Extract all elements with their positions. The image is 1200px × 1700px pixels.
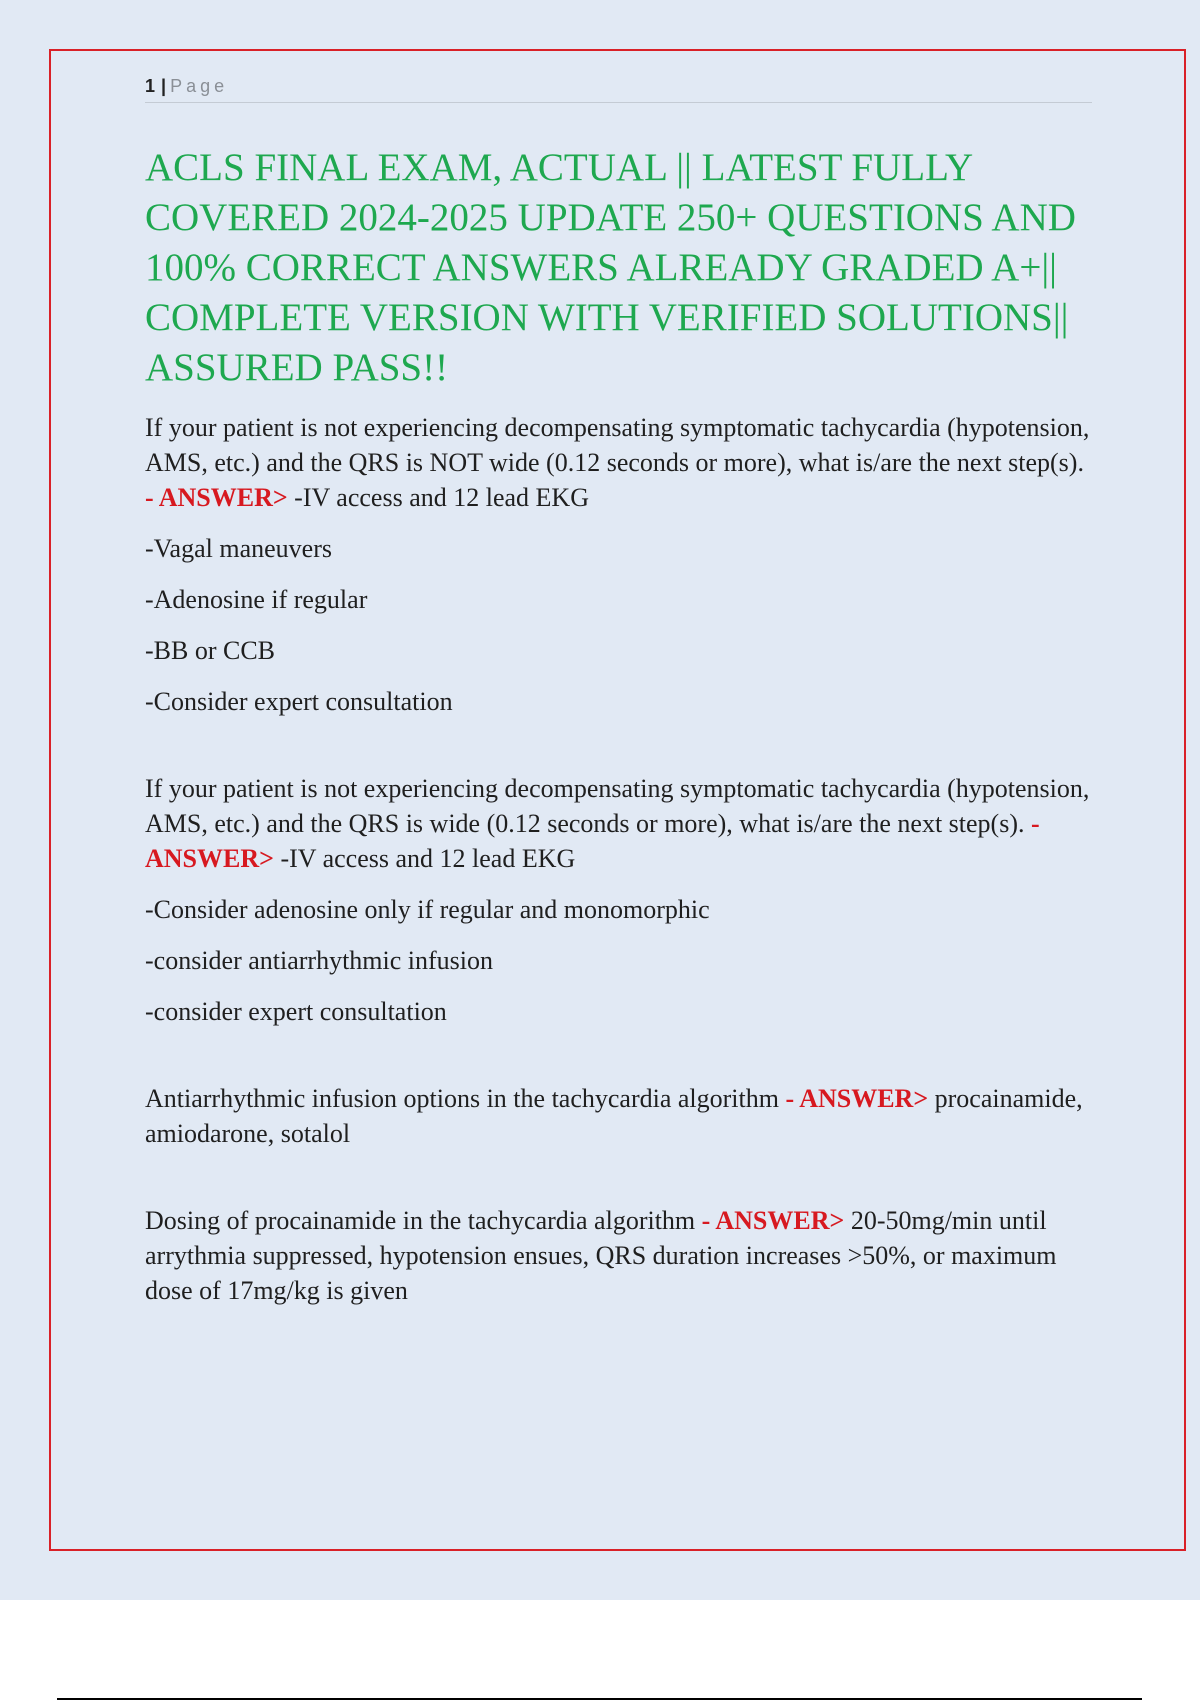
question-text: If your patient is not experiencing decompensating symptomatic tachycardia (hypotension, AMS, etc.) and the QRS is wide (0.12 seconds or more), what is/are the next step(s). [145,774,1090,838]
question-text: Dosing of procainamide in the tachycardia algorithm [145,1206,696,1235]
page-header [145,74,1092,103]
answer-text: procainamide, amiodarone, sotalol [145,1084,1083,1148]
answer-marker: - ANSWER> [701,1206,845,1235]
answer-marker: - ANSWER> [785,1084,929,1113]
answer-text: -IV access and 12 lead EKG [294,483,589,512]
answer-item: -Vagal maneuvers [145,534,332,563]
qa-question-1 [145,410,1090,515]
answer-item: -Adenosine if regular [145,585,368,614]
answer-item: -BB or CCB [145,636,276,665]
answer-item: -consider antiarrhythmic infusion [145,946,494,975]
answer-item: -Consider expert consultation [145,687,453,716]
answer-item: -consider expert consultation [145,997,447,1026]
page-number: 1 [145,76,156,96]
qa-question-4 [145,1203,1090,1308]
answer-text: -IV access and 12 lead EKG [280,844,576,873]
question-text: Antiarrhythmic infusion options in the tachycardia algorithm [145,1084,779,1113]
answer-marker: - ANSWER> [145,809,1040,873]
answer-marker: - ANSWER> [145,483,288,512]
page-separator: | [161,76,167,96]
qa-content [145,410,1090,1308]
qa-question-2 [145,771,1090,876]
page-label: Page [170,76,229,96]
answer-text: 20-50mg/min until arrythmia suppressed, hypotension ensues, QRS duration increases >50%, or maximum dose of 17mg/kg is given [145,1206,1057,1305]
document-title: ACLS FINAL EXAM, ACTUAL || LATEST FULLY COVERED 2024-2025 UPDATE 250+ QUESTIONS AND 100% CORRECT ANSWERS ALREADY GRADED A+|| COMPLETE VERSION WITH VERIFIED SOLUTIONS|| ASSURED PASS!! [145,146,1076,389]
answer-item: -Consider adenosine only if regular and monomorphic [145,895,710,924]
qa-question-3 [145,1081,1090,1151]
question-text: If your patient is not experiencing decompensating symptomatic tachycardia (hypotension, AMS, etc.) and the QRS is NOT wide (0.12 seconds or more), what is/are the next step(s). [145,413,1090,477]
